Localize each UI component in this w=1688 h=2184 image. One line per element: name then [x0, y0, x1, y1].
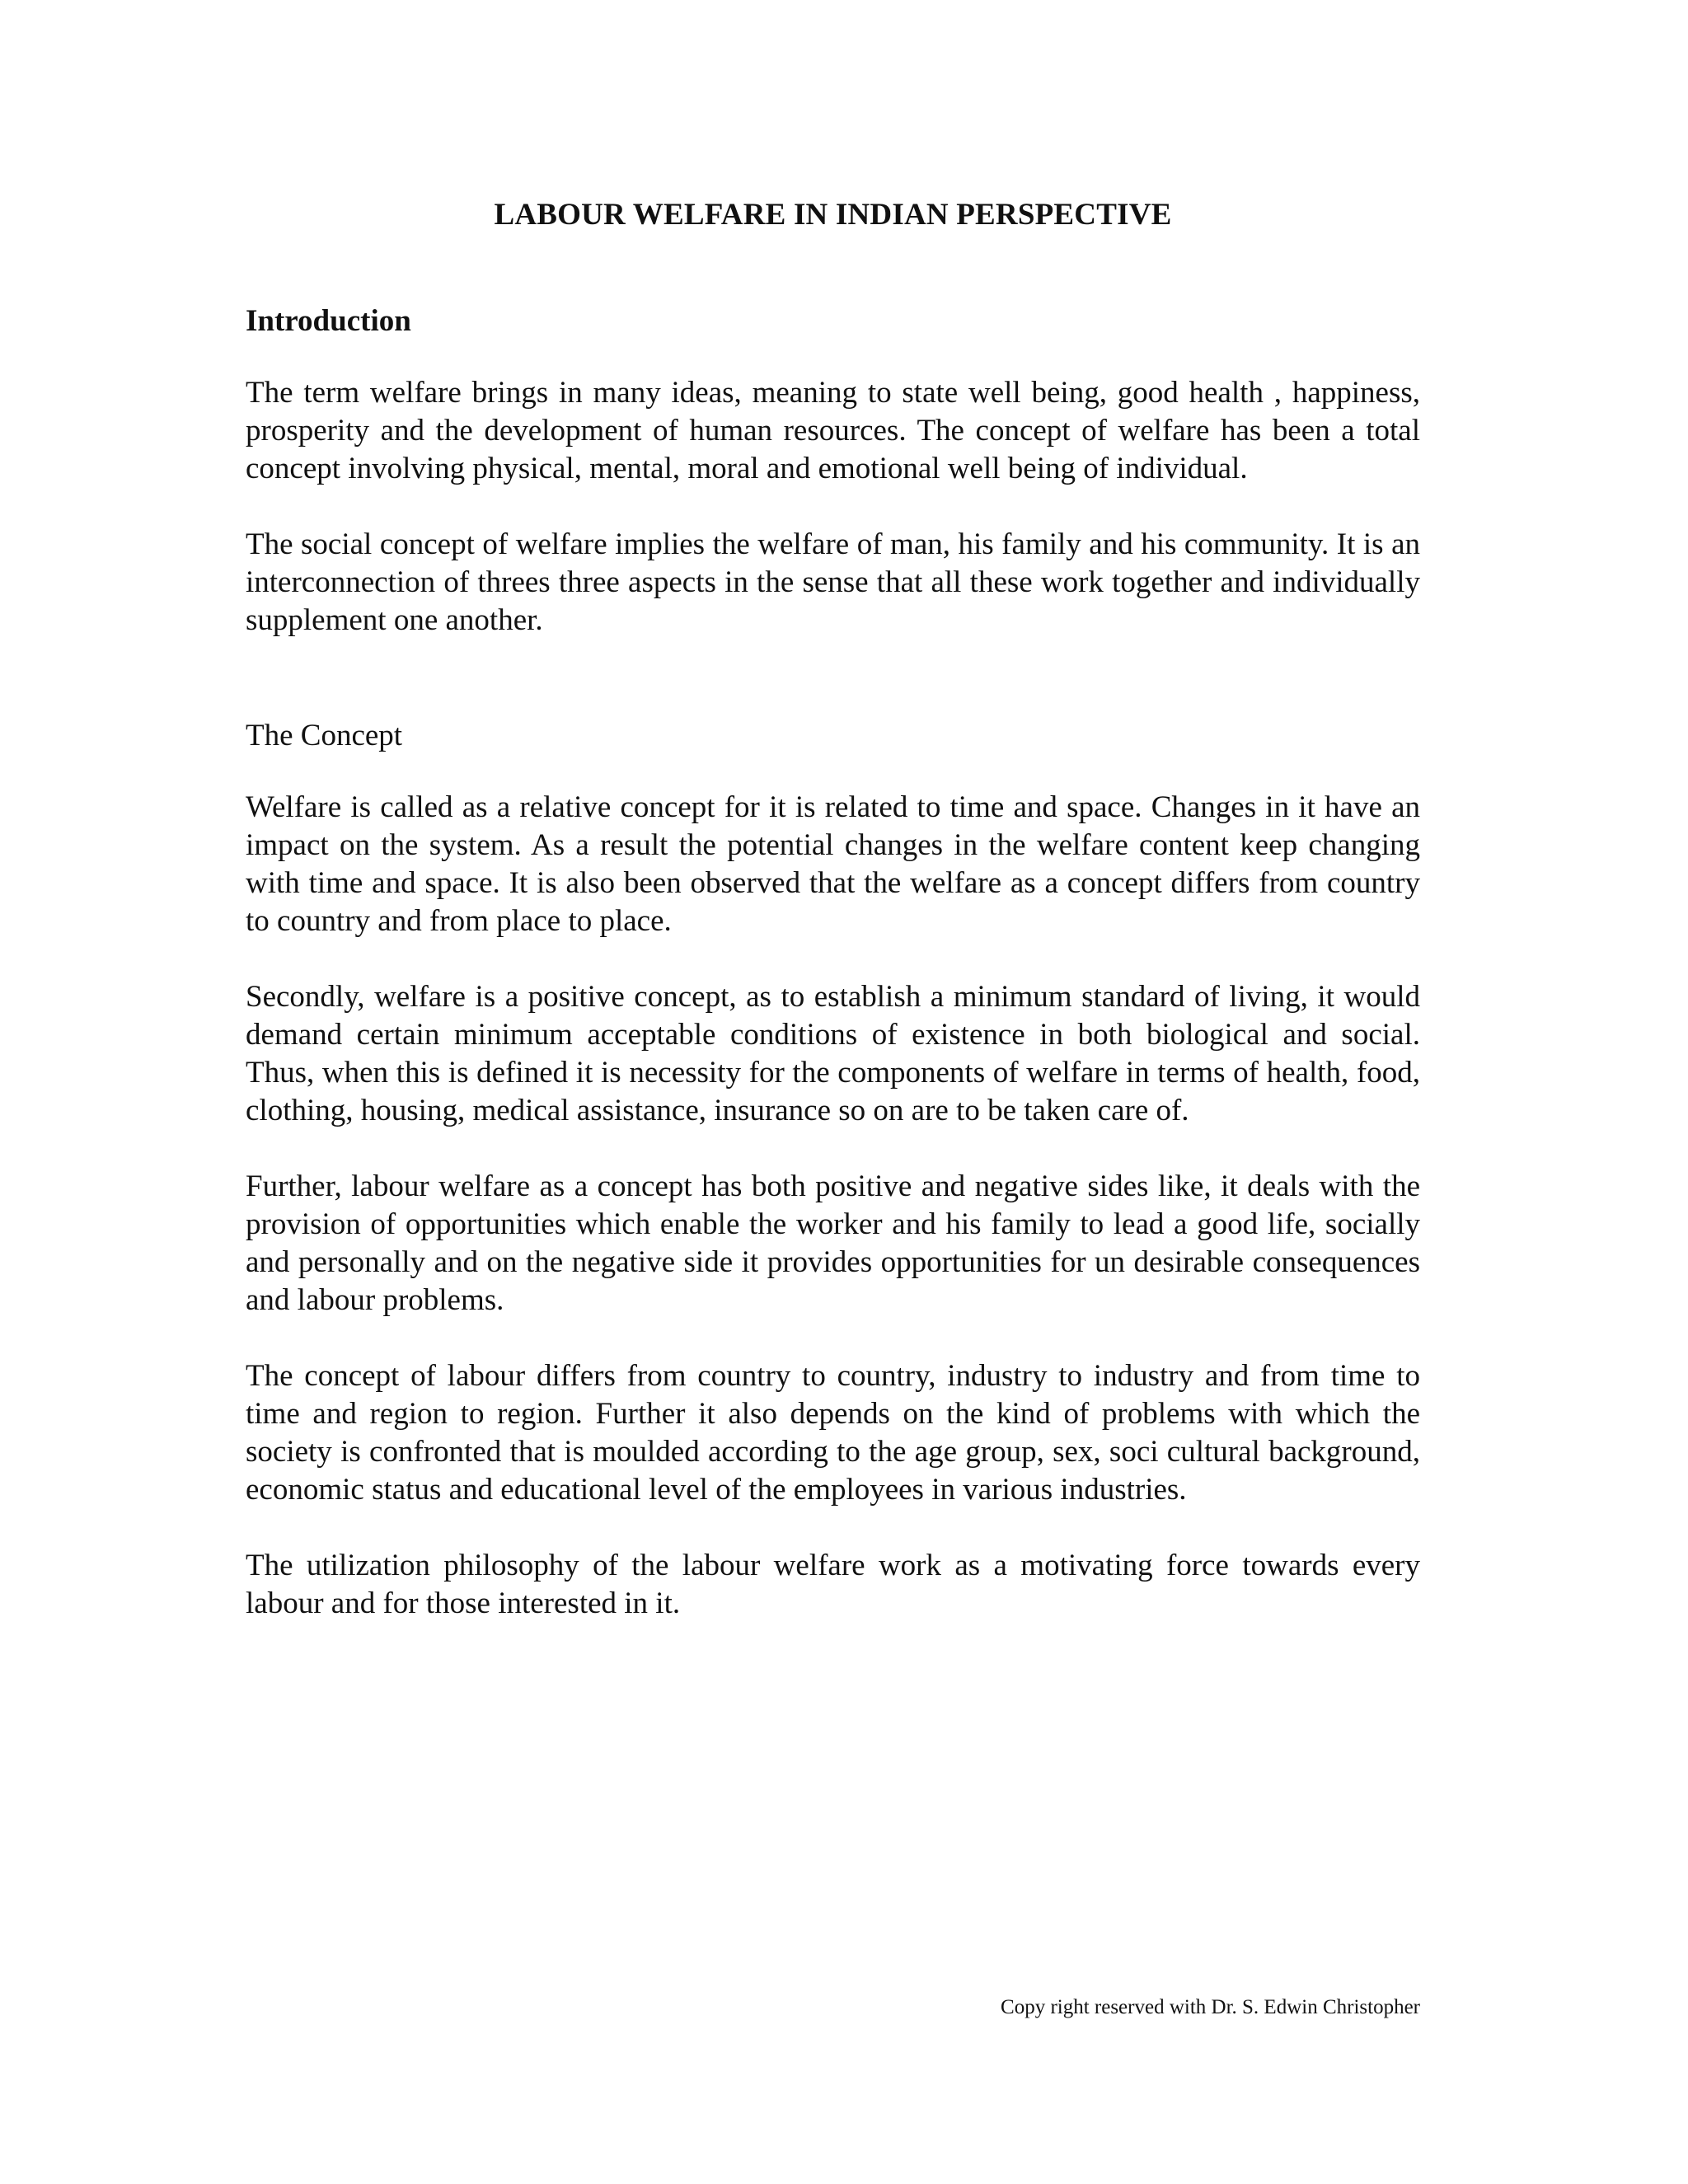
concept-paragraph-4: The concept of labour differs from country to country, industry to industry and from time to time and region to region. Further it also depends on the kind of problems with which the society is confronted that is moulded according to the age group, sex, soci cultural background, economic status and educational level of the employees in various industries.	[246, 1359, 1420, 1507]
document-title: LABOUR WELFARE IN INDIAN PERSPECTIVE	[494, 198, 1172, 232]
concept-paragraph-3: Further, labour welfare as a concept has both positive and negative sides like, it deals with the provision of opportunities which enable the worker and his family to lead a good life, socially and personally and on the negative side it provides opportunities for un desirable consequences and labour problems.	[246, 1169, 1420, 1317]
concept-heading: The Concept	[246, 719, 403, 752]
concept-paragraph-1: Welfare is called as a relative concept for it is related to time and space. Changes in it have an impact on the system. As a result the potential changes in the welfare content keep changing with time and space. It is also been observed that the welfare as a concept differs from country to country and from place to place.	[246, 790, 1420, 938]
introduction-paragraph-2: The social concept of welfare implies the welfare of man, his family and his community. It is an interconnection of threes three aspects in the sense that all these work together and individually supplement one another.	[246, 527, 1420, 637]
document-body	[246, 194, 1420, 1661]
introduction-paragraph-1: The term welfare brings in many ideas, meaning to state well being, good health , happiness, prosperity and the development of human resources. The concept of welfare has been a total concept involving physical, mental, moral and emotional well being of individual.	[246, 376, 1420, 485]
copyright-footer: Copy right reserved with Dr. S. Edwin Christopher	[1001, 1996, 1420, 2018]
concept-paragraph-2: Secondly, welfare is a positive concept, as to establish a minimum standard of living, it would demand certain minimum acceptable conditions of existence in both biological and social. Thus, when this is defined it is necessity for the components of welfare in terms of health, food, clothing, housing, medical assistance, insurance so on are to be taken care of.	[246, 980, 1420, 1127]
introduction-heading: Introduction	[246, 304, 411, 338]
concept-paragraph-5: The utilization philosophy of the labour welfare work as a motivating force towards every labour and for those interested in it.	[246, 1549, 1420, 1620]
